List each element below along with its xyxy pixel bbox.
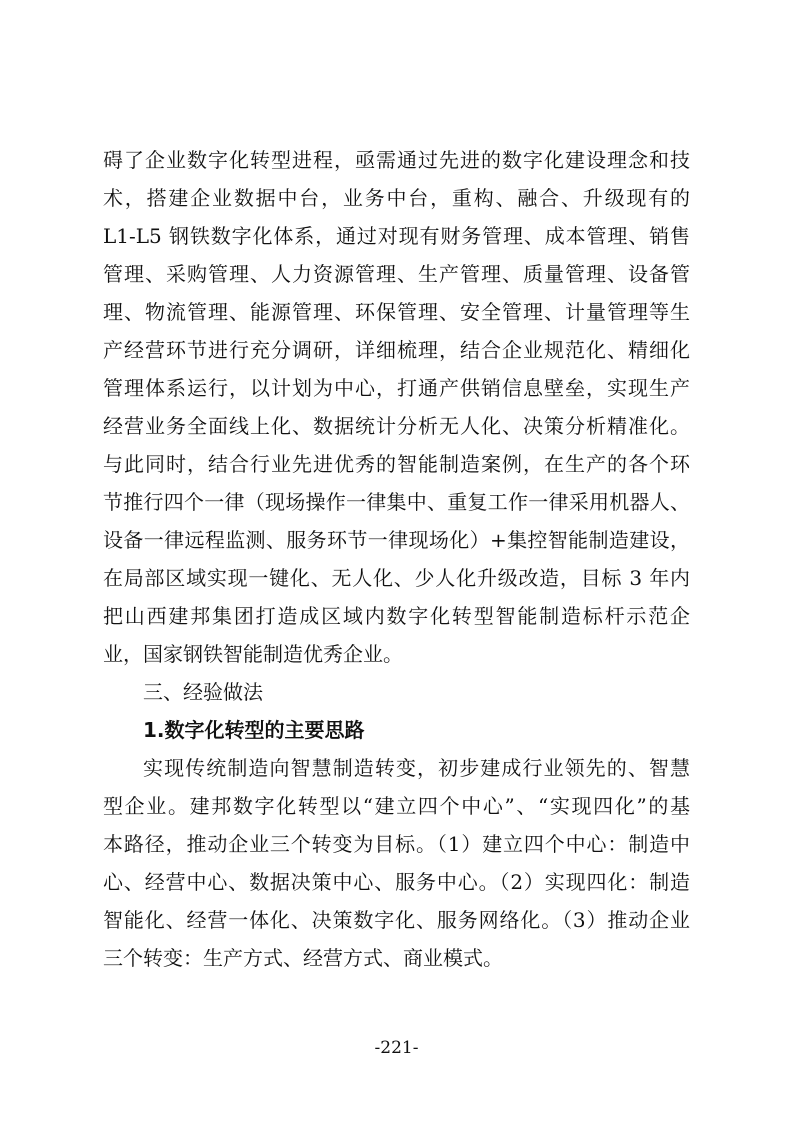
paragraph-1-line-2: 术，搭建企业数据中台，业务中台，重构、融合、升级现有的 xyxy=(103,186,690,210)
paragraph-1-line-6: 产经营环节进行充分调研，详细梳理，结合企业规范化、精细化 xyxy=(103,338,690,362)
paragraph-1-line-9: 与此同时，结合行业先进优秀的智能制造案例，在生产的各个环 xyxy=(103,452,690,476)
paragraph-1-line-5: 理、物流管理、能源管理、环保管理、安全管理、计量管理等生 xyxy=(103,300,690,324)
paragraph-1-line-10: 节推行四个一律（现场操作一律集中、重复工作一律采用机器人、 xyxy=(103,490,690,514)
paragraph-1-line-11: 设备一律远程监测、服务环节一律现场化）+集控智能制造建设， xyxy=(103,528,690,552)
paragraph-1-line-4: 管理、采购管理、人力资源管理、生产管理、质量管理、设备管 xyxy=(103,262,690,286)
paragraph-1-line-7: 管理体系运行，以计划为中心，打通产供销信息壁垒，实现生产 xyxy=(103,376,690,400)
paragraph-1-line-1: 碍了企业数字化转型进程，亟需通过先进的数字化建设理念和技 xyxy=(103,148,690,172)
subsection-heading: 1.数字化转型的主要思路 xyxy=(143,718,365,742)
paragraph-2-first-line: 实现传统制造向智慧制造转变，初步建成行业领先的、智慧 xyxy=(143,756,690,780)
paragraph-1-line-12: 在局部区域实现一键化、无人化、少人化升级改造，目标 3 年内 xyxy=(103,566,690,590)
paragraph-2-line-3: 本路径，推动企业三个转变为目标。（1）建立四个中心：制造中 xyxy=(103,832,690,856)
page-number: -221- xyxy=(374,1038,419,1058)
paragraph-1-line-14: 业，国家钢铁智能制造优秀企业。 xyxy=(103,642,403,666)
paragraph-2-line-6: 三个转变：生产方式、经营方式、商业模式。 xyxy=(103,946,503,970)
paragraph-1-line-3: L1-L5 钢铁数字化体系，通过对现有财务管理、成本管理、销售 xyxy=(103,224,690,248)
paragraph-2-line-5: 智能化、经营一体化、决策数字化、服务网络化。（3）推动企业 xyxy=(103,908,690,932)
paragraph-2-line-4: 心、经营中心、数据决策中心、服务中心。（2）实现四化：制造 xyxy=(103,870,690,894)
paragraph-1-line-13: 把山西建邦集团打造成区域内数字化转型智能制造标杆示范企 xyxy=(103,604,690,628)
paragraph-2-line-2: 型企业。建邦数字化转型以“建立四个中心”、“实现四化”的基 xyxy=(103,794,690,818)
paragraph-1-line-8: 经营业务全面线上化、数据统计分析无人化、决策分析精准化。 xyxy=(103,414,690,438)
section-heading: 三、经验做法 xyxy=(143,680,263,704)
